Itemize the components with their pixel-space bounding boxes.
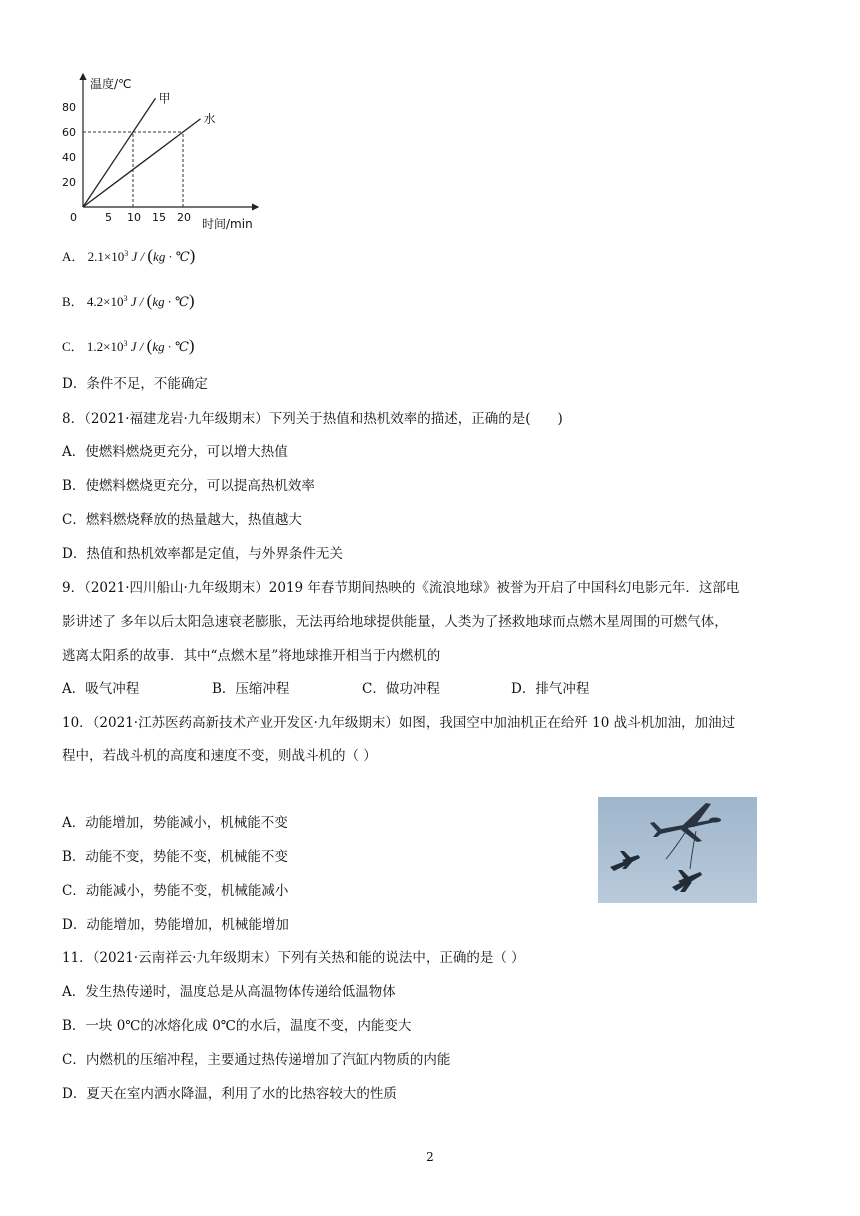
aerial-refueling-photo bbox=[598, 797, 757, 903]
q11-option-d: D．夏天在室内洒水降温，利用了水的比热容较大的性质 bbox=[62, 1086, 397, 1102]
y-tick-label: 40 bbox=[62, 151, 76, 164]
q11-option-b: B．一块 0℃的冰熔化成 0℃的水后，温度不变，内能变大 bbox=[62, 1018, 412, 1034]
temperature-time-chart bbox=[58, 68, 268, 236]
q9-stem-line-1: 9．（2021·四川船山·九年级期末）2019 年春节期间热映的《流浪地球》被誉为开启了中国科幻电影元年．这部电 bbox=[62, 580, 740, 596]
q10-option-d: D．动能增加，势能增加，机械能增加 bbox=[62, 917, 289, 933]
q10-stem-line-2: 程中，若战斗机的高度和速度不变，则战斗机的（ ） bbox=[62, 748, 377, 764]
series-line-1 bbox=[83, 98, 156, 207]
q9-option-d: D．排气冲程 bbox=[511, 681, 590, 697]
q9-option-a: A．吸气冲程 bbox=[62, 681, 140, 697]
x-tick-label: 10 bbox=[127, 211, 141, 224]
page-number: 2 bbox=[426, 1150, 434, 1164]
x-tick-label: 20 bbox=[177, 211, 191, 224]
q8-option-c: C．燃料燃烧释放的热量越大，热值越大 bbox=[62, 512, 302, 528]
q8-option-b: B．使燃料燃烧更充分，可以提高热机效率 bbox=[62, 478, 315, 494]
q11-stem: 11．（2021·云南祥云·九年级期末）下列有关热和能的说法中，正确的是（ ） bbox=[62, 950, 525, 966]
x-tick-label: 15 bbox=[152, 211, 166, 224]
q10-option-b: B．动能不变，势能不变，机械能不变 bbox=[62, 849, 288, 865]
origin-label: 0 bbox=[70, 211, 77, 224]
q8-option-a: A．使燃料燃烧更充分，可以增大热值 bbox=[62, 444, 288, 460]
x-tick-label: 5 bbox=[105, 211, 112, 224]
q7-option-b: B． $4.2\times 10^3$ J / (kg · ℃) bbox=[62, 291, 195, 310]
y-axis-label: 温度/℃ bbox=[90, 77, 132, 91]
q7-option-d: D．条件不足，不能确定 bbox=[62, 376, 208, 392]
series-label-2: 水 bbox=[203, 111, 216, 126]
q11-option-a: A．发生热传递时，温度总是从高温物体传递给低温物体 bbox=[62, 984, 396, 1000]
q10-stem-line-1: 10．（2021·江苏医药高新技术产业开发区·九年级期末）如图，我国空中加油机正在给歼 10 战斗机加油，加油过 bbox=[62, 715, 736, 731]
q9-stem-line-3: 逃离太阳系的故事．其中“点燃木星”将地球推开相当于内燃机的 bbox=[62, 648, 441, 664]
q10-option-a: A．动能增加，势能减小，机械能不变 bbox=[62, 815, 288, 831]
y-tick-label: 80 bbox=[62, 101, 76, 114]
q11-option-c: C．内燃机的压缩冲程，主要通过热传递增加了汽缸内物质的内能 bbox=[62, 1052, 451, 1068]
y-tick-label: 20 bbox=[62, 176, 76, 189]
series-label-1: 甲 bbox=[158, 91, 171, 106]
q10-option-c: C．动能减小，势能不变，机械能减小 bbox=[62, 883, 289, 899]
q7-option-a: A． $2.1\times 10^3$ J / (kg · ℃) bbox=[62, 246, 196, 265]
y-tick-label: 60 bbox=[62, 126, 76, 139]
q7-option-c: C． $1.2\times 10^3$ J / (kg · ℃) bbox=[62, 336, 195, 355]
q9-option-c: C．做功冲程 bbox=[362, 681, 440, 697]
q9-stem-line-2: 影讲述了 多年以后太阳急速衰老膨胀，无法再给地球提供能量，人类为了拯救地球而点燃木星周围的可燃气体， bbox=[62, 614, 728, 630]
q8-stem: 8．（2021·福建龙岩·九年级期末）下列关于热值和热机效率的描述，正确的是( ) bbox=[62, 411, 563, 427]
q8-option-d: D．热值和热机效率都是定值，与外界条件无关 bbox=[62, 546, 343, 562]
x-axis-label: 时间/min bbox=[202, 217, 253, 231]
q9-option-b: B．压缩冲程 bbox=[212, 681, 290, 697]
